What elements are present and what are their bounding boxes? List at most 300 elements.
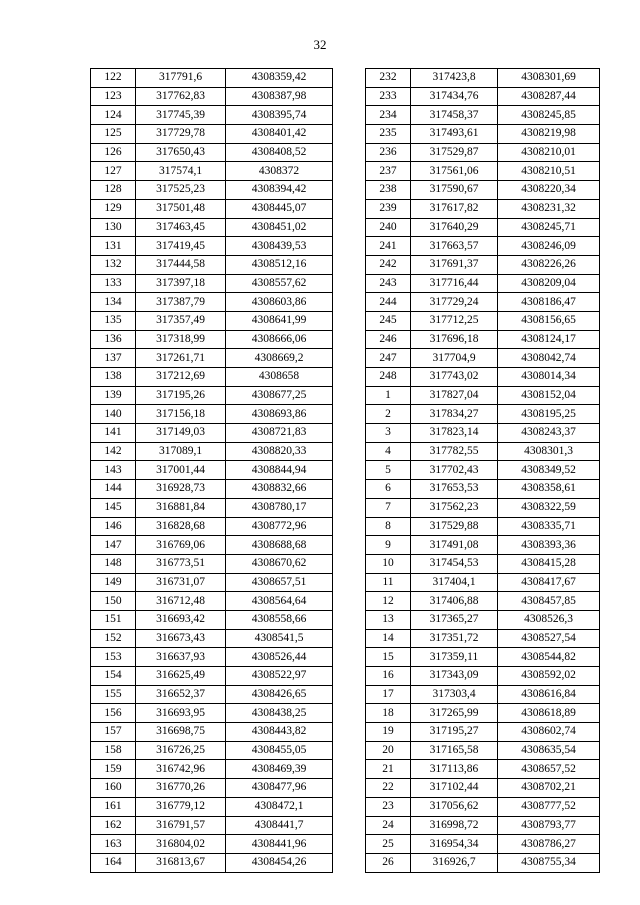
y-coordinate-cell: 4308526,3 xyxy=(498,610,600,629)
table-row xyxy=(366,835,600,854)
point-number-cell: 12 xyxy=(366,592,411,611)
x-coordinate-cell: 316804,02 xyxy=(136,835,226,854)
y-coordinate-cell: 4308359,42 xyxy=(226,69,333,88)
y-coordinate-cell: 4308231,32 xyxy=(498,199,600,218)
table-row xyxy=(366,704,600,723)
point-number-cell: 236 xyxy=(366,143,411,162)
table-row xyxy=(366,386,600,405)
x-coordinate-cell: 317365,27 xyxy=(411,610,498,629)
point-number-cell: 139 xyxy=(91,386,136,405)
table-row xyxy=(366,610,600,629)
x-coordinate-cell: 316926,7 xyxy=(411,853,498,872)
x-coordinate-cell: 316712,48 xyxy=(136,592,226,611)
x-coordinate-cell: 316673,43 xyxy=(136,629,226,648)
table-row xyxy=(91,237,333,256)
y-coordinate-cell: 4308641,99 xyxy=(226,311,333,330)
table-row xyxy=(91,461,333,480)
y-coordinate-cell: 4308693,86 xyxy=(226,405,333,424)
point-number-cell: 128 xyxy=(91,181,136,200)
table-row xyxy=(366,349,600,368)
x-coordinate-cell: 317165,58 xyxy=(411,741,498,760)
point-number-cell: 18 xyxy=(366,704,411,723)
y-coordinate-cell: 4308472,1 xyxy=(226,797,333,816)
point-number-cell: 157 xyxy=(91,723,136,742)
x-coordinate-cell: 317261,71 xyxy=(136,349,226,368)
coordinates-table-right xyxy=(365,68,600,873)
table-row xyxy=(91,368,333,387)
point-number-cell: 150 xyxy=(91,592,136,611)
point-number-cell: 19 xyxy=(366,723,411,742)
point-number-cell: 6 xyxy=(366,480,411,499)
table-row xyxy=(366,218,600,237)
x-coordinate-cell: 317357,49 xyxy=(136,311,226,330)
x-coordinate-cell: 316652,37 xyxy=(136,685,226,704)
point-number-cell: 156 xyxy=(91,704,136,723)
x-coordinate-cell: 317525,23 xyxy=(136,181,226,200)
x-coordinate-cell: 317716,44 xyxy=(411,274,498,293)
point-number-cell: 122 xyxy=(91,69,136,88)
table-row xyxy=(366,461,600,480)
x-coordinate-cell: 317419,45 xyxy=(136,237,226,256)
y-coordinate-cell: 4308658 xyxy=(226,368,333,387)
table-row xyxy=(366,723,600,742)
table-row xyxy=(366,405,600,424)
x-coordinate-cell: 317001,44 xyxy=(136,461,226,480)
table-row xyxy=(91,592,333,611)
point-number-cell: 3 xyxy=(366,424,411,443)
table-row xyxy=(366,87,600,106)
y-coordinate-cell: 4308721,83 xyxy=(226,424,333,443)
y-coordinate-cell: 4308152,04 xyxy=(498,386,600,405)
x-coordinate-cell: 316625,49 xyxy=(136,667,226,686)
table-row xyxy=(91,274,333,293)
table-row xyxy=(91,87,333,106)
point-number-cell: 237 xyxy=(366,162,411,181)
point-number-cell: 135 xyxy=(91,311,136,330)
x-coordinate-cell: 317351,72 xyxy=(411,629,498,648)
x-coordinate-cell: 316928,73 xyxy=(136,480,226,499)
x-coordinate-cell: 317056,62 xyxy=(411,797,498,816)
table-row xyxy=(366,797,600,816)
y-coordinate-cell: 4308209,04 xyxy=(498,274,600,293)
y-coordinate-cell: 4308322,59 xyxy=(498,498,600,517)
x-coordinate-cell: 317359,11 xyxy=(411,648,498,667)
x-coordinate-cell: 316770,26 xyxy=(136,779,226,798)
table-row xyxy=(366,573,600,592)
x-coordinate-cell: 317712,25 xyxy=(411,311,498,330)
y-coordinate-cell: 4308219,98 xyxy=(498,125,600,144)
x-coordinate-cell: 317823,14 xyxy=(411,424,498,443)
point-number-cell: 132 xyxy=(91,255,136,274)
table-row xyxy=(91,741,333,760)
x-coordinate-cell: 317102,44 xyxy=(411,779,498,798)
coordinates-table-right-body xyxy=(366,69,600,873)
table-row xyxy=(91,517,333,536)
table-row xyxy=(366,330,600,349)
y-coordinate-cell: 4308358,61 xyxy=(498,480,600,499)
point-number-cell: 241 xyxy=(366,237,411,256)
y-coordinate-cell: 4308287,44 xyxy=(498,87,600,106)
point-number-cell: 243 xyxy=(366,274,411,293)
table-row xyxy=(366,125,600,144)
point-number-cell: 16 xyxy=(366,667,411,686)
x-coordinate-cell: 317212,69 xyxy=(136,368,226,387)
x-coordinate-cell: 317406,88 xyxy=(411,592,498,611)
point-number-cell: 125 xyxy=(91,125,136,144)
x-coordinate-cell: 317529,88 xyxy=(411,517,498,536)
x-coordinate-cell: 316954,34 xyxy=(411,835,498,854)
y-coordinate-cell: 4308786,27 xyxy=(498,835,600,854)
x-coordinate-cell: 317704,9 xyxy=(411,349,498,368)
y-coordinate-cell: 4308702,21 xyxy=(498,779,600,798)
point-number-cell: 147 xyxy=(91,536,136,555)
point-number-cell: 9 xyxy=(366,536,411,555)
point-number-cell: 133 xyxy=(91,274,136,293)
y-coordinate-cell: 4308602,74 xyxy=(498,723,600,742)
x-coordinate-cell: 317444,58 xyxy=(136,255,226,274)
point-number-cell: 1 xyxy=(366,386,411,405)
table-row xyxy=(91,199,333,218)
point-number-cell: 26 xyxy=(366,853,411,872)
table-row xyxy=(91,293,333,312)
x-coordinate-cell: 317149,03 xyxy=(136,424,226,443)
point-number-cell: 124 xyxy=(91,106,136,125)
table-row xyxy=(366,760,600,779)
y-coordinate-cell: 4308394,42 xyxy=(226,181,333,200)
table-row xyxy=(366,536,600,555)
point-number-cell: 23 xyxy=(366,797,411,816)
x-coordinate-cell: 316769,06 xyxy=(136,536,226,555)
point-number-cell: 123 xyxy=(91,87,136,106)
y-coordinate-cell: 4308541,5 xyxy=(226,629,333,648)
y-coordinate-cell: 4308616,84 xyxy=(498,685,600,704)
table-row xyxy=(91,835,333,854)
table-row xyxy=(366,816,600,835)
point-number-cell: 127 xyxy=(91,162,136,181)
y-coordinate-cell: 4308210,51 xyxy=(498,162,600,181)
table-row xyxy=(366,480,600,499)
y-coordinate-cell: 4308220,34 xyxy=(498,181,600,200)
y-coordinate-cell: 4308618,89 xyxy=(498,704,600,723)
x-coordinate-cell: 317663,57 xyxy=(411,237,498,256)
table-row xyxy=(91,853,333,872)
table-row xyxy=(91,573,333,592)
y-coordinate-cell: 4308669,2 xyxy=(226,349,333,368)
x-coordinate-cell: 317702,43 xyxy=(411,461,498,480)
table-row xyxy=(91,480,333,499)
y-coordinate-cell: 4308527,54 xyxy=(498,629,600,648)
x-coordinate-cell: 317265,99 xyxy=(411,704,498,723)
x-coordinate-cell: 317650,43 xyxy=(136,143,226,162)
y-coordinate-cell: 4308793,77 xyxy=(498,816,600,835)
point-number-cell: 234 xyxy=(366,106,411,125)
y-coordinate-cell: 4308243,37 xyxy=(498,424,600,443)
table-row xyxy=(366,181,600,200)
x-coordinate-cell: 317491,08 xyxy=(411,536,498,555)
table-row xyxy=(366,442,600,461)
x-coordinate-cell: 317493,61 xyxy=(411,125,498,144)
y-coordinate-cell: 4308454,26 xyxy=(226,853,333,872)
y-coordinate-cell: 4308426,65 xyxy=(226,685,333,704)
point-number-cell: 162 xyxy=(91,816,136,835)
table-row xyxy=(366,293,600,312)
point-number-cell: 140 xyxy=(91,405,136,424)
table-row xyxy=(366,311,600,330)
y-coordinate-cell: 4308469,39 xyxy=(226,760,333,779)
y-coordinate-cell: 4308457,85 xyxy=(498,592,600,611)
y-coordinate-cell: 4308592,02 xyxy=(498,667,600,686)
table-row xyxy=(366,424,600,443)
y-coordinate-cell: 4308820,33 xyxy=(226,442,333,461)
coordinates-table-left-body xyxy=(91,69,333,873)
y-coordinate-cell: 4308349,52 xyxy=(498,461,600,480)
point-number-cell: 14 xyxy=(366,629,411,648)
table-row xyxy=(91,610,333,629)
table-row xyxy=(91,311,333,330)
x-coordinate-cell: 317463,45 xyxy=(136,218,226,237)
point-number-cell: 126 xyxy=(91,143,136,162)
x-coordinate-cell: 317089,1 xyxy=(136,442,226,461)
y-coordinate-cell: 4308526,44 xyxy=(226,648,333,667)
point-number-cell: 136 xyxy=(91,330,136,349)
point-number-cell: 240 xyxy=(366,218,411,237)
table-row xyxy=(91,797,333,816)
x-coordinate-cell: 317387,79 xyxy=(136,293,226,312)
table-row xyxy=(91,69,333,88)
table-row xyxy=(366,69,600,88)
table-row xyxy=(91,424,333,443)
point-number-cell: 244 xyxy=(366,293,411,312)
point-number-cell: 238 xyxy=(366,181,411,200)
table-row xyxy=(91,125,333,144)
y-coordinate-cell: 4308372 xyxy=(226,162,333,181)
point-number-cell: 242 xyxy=(366,255,411,274)
point-number-cell: 17 xyxy=(366,685,411,704)
y-coordinate-cell: 4308558,66 xyxy=(226,610,333,629)
y-coordinate-cell: 4308226,26 xyxy=(498,255,600,274)
y-coordinate-cell: 4308512,16 xyxy=(226,255,333,274)
x-coordinate-cell: 317318,99 xyxy=(136,330,226,349)
y-coordinate-cell: 4308156,65 xyxy=(498,311,600,330)
x-coordinate-cell: 317195,27 xyxy=(411,723,498,742)
point-number-cell: 15 xyxy=(366,648,411,667)
point-number-cell: 145 xyxy=(91,498,136,517)
x-coordinate-cell: 317640,29 xyxy=(411,218,498,237)
x-coordinate-cell: 317458,37 xyxy=(411,106,498,125)
y-coordinate-cell: 4308755,34 xyxy=(498,853,600,872)
point-number-cell: 163 xyxy=(91,835,136,854)
table-row xyxy=(91,779,333,798)
y-coordinate-cell: 4308245,85 xyxy=(498,106,600,125)
table-row xyxy=(91,162,333,181)
y-coordinate-cell: 4308124,17 xyxy=(498,330,600,349)
table-row xyxy=(366,255,600,274)
y-coordinate-cell: 4308014,34 xyxy=(498,368,600,387)
point-number-cell: 239 xyxy=(366,199,411,218)
table-row xyxy=(366,648,600,667)
x-coordinate-cell: 317617,82 xyxy=(411,199,498,218)
point-number-cell: 5 xyxy=(366,461,411,480)
point-number-cell: 134 xyxy=(91,293,136,312)
y-coordinate-cell: 4308772,96 xyxy=(226,517,333,536)
y-coordinate-cell: 4308544,82 xyxy=(498,648,600,667)
point-number-cell: 4 xyxy=(366,442,411,461)
y-coordinate-cell: 4308210,01 xyxy=(498,143,600,162)
table-row xyxy=(366,274,600,293)
x-coordinate-cell: 317762,83 xyxy=(136,87,226,106)
y-coordinate-cell: 4308441,7 xyxy=(226,816,333,835)
table-row xyxy=(91,648,333,667)
point-number-cell: 20 xyxy=(366,741,411,760)
point-number-cell: 143 xyxy=(91,461,136,480)
table-row xyxy=(91,255,333,274)
x-coordinate-cell: 316698,75 xyxy=(136,723,226,742)
point-number-cell: 10 xyxy=(366,554,411,573)
y-coordinate-cell: 4308657,52 xyxy=(498,760,600,779)
point-number-cell: 164 xyxy=(91,853,136,872)
x-coordinate-cell: 317404,1 xyxy=(411,573,498,592)
point-number-cell: 24 xyxy=(366,816,411,835)
x-coordinate-cell: 317529,87 xyxy=(411,143,498,162)
y-coordinate-cell: 4308777,52 xyxy=(498,797,600,816)
x-coordinate-cell: 316742,96 xyxy=(136,760,226,779)
x-coordinate-cell: 317791,6 xyxy=(136,69,226,88)
x-coordinate-cell: 316813,67 xyxy=(136,853,226,872)
table-row xyxy=(366,106,600,125)
point-number-cell: 141 xyxy=(91,424,136,443)
x-coordinate-cell: 316791,57 xyxy=(136,816,226,835)
y-coordinate-cell: 4308387,98 xyxy=(226,87,333,106)
table-row xyxy=(91,405,333,424)
x-coordinate-cell: 317434,76 xyxy=(411,87,498,106)
point-number-cell: 7 xyxy=(366,498,411,517)
point-number-cell: 21 xyxy=(366,760,411,779)
point-number-cell: 142 xyxy=(91,442,136,461)
x-coordinate-cell: 317729,24 xyxy=(411,293,498,312)
point-number-cell: 154 xyxy=(91,667,136,686)
x-coordinate-cell: 317397,18 xyxy=(136,274,226,293)
x-coordinate-cell: 317423,8 xyxy=(411,69,498,88)
point-number-cell: 129 xyxy=(91,199,136,218)
x-coordinate-cell: 317782,55 xyxy=(411,442,498,461)
x-coordinate-cell: 317561,06 xyxy=(411,162,498,181)
y-coordinate-cell: 4308522,97 xyxy=(226,667,333,686)
x-coordinate-cell: 316693,42 xyxy=(136,610,226,629)
table-row xyxy=(366,667,600,686)
point-number-cell: 138 xyxy=(91,368,136,387)
y-coordinate-cell: 4308438,25 xyxy=(226,704,333,723)
table-row xyxy=(366,498,600,517)
point-number-cell: 246 xyxy=(366,330,411,349)
table-row xyxy=(91,704,333,723)
point-number-cell: 137 xyxy=(91,349,136,368)
y-coordinate-cell: 4308439,53 xyxy=(226,237,333,256)
coordinates-table-left xyxy=(90,68,333,873)
page-number: 32 xyxy=(313,37,327,52)
table-row xyxy=(366,554,600,573)
y-coordinate-cell: 4308832,66 xyxy=(226,480,333,499)
table-row xyxy=(366,592,600,611)
x-coordinate-cell: 316731,07 xyxy=(136,573,226,592)
x-coordinate-cell: 317745,39 xyxy=(136,106,226,125)
x-coordinate-cell: 316881,84 xyxy=(136,498,226,517)
y-coordinate-cell: 4308445,07 xyxy=(226,199,333,218)
point-number-cell: 233 xyxy=(366,87,411,106)
y-coordinate-cell: 4308477,96 xyxy=(226,779,333,798)
table-row xyxy=(91,536,333,555)
x-coordinate-cell: 317590,67 xyxy=(411,181,498,200)
table-row xyxy=(366,517,600,536)
x-coordinate-cell: 317653,53 xyxy=(411,480,498,499)
y-coordinate-cell: 4308335,71 xyxy=(498,517,600,536)
point-number-cell: 161 xyxy=(91,797,136,816)
point-number-cell: 25 xyxy=(366,835,411,854)
y-coordinate-cell: 4308688,68 xyxy=(226,536,333,555)
y-coordinate-cell: 4308635,54 xyxy=(498,741,600,760)
table-row xyxy=(366,629,600,648)
table-row xyxy=(91,760,333,779)
y-coordinate-cell: 4308451,02 xyxy=(226,218,333,237)
point-number-cell: 248 xyxy=(366,368,411,387)
point-number-cell: 247 xyxy=(366,349,411,368)
x-coordinate-cell: 316998,72 xyxy=(411,816,498,835)
x-coordinate-cell: 316828,68 xyxy=(136,517,226,536)
point-number-cell: 160 xyxy=(91,779,136,798)
point-number-cell: 149 xyxy=(91,573,136,592)
y-coordinate-cell: 4308415,28 xyxy=(498,554,600,573)
table-row xyxy=(91,349,333,368)
point-number-cell: 131 xyxy=(91,237,136,256)
point-number-cell: 235 xyxy=(366,125,411,144)
table-row xyxy=(366,779,600,798)
point-number-cell: 159 xyxy=(91,760,136,779)
point-number-cell: 158 xyxy=(91,741,136,760)
x-coordinate-cell: 316773,51 xyxy=(136,554,226,573)
point-number-cell: 22 xyxy=(366,779,411,798)
y-coordinate-cell: 4308441,96 xyxy=(226,835,333,854)
table-row xyxy=(91,816,333,835)
x-coordinate-cell: 317113,86 xyxy=(411,760,498,779)
y-coordinate-cell: 4308245,71 xyxy=(498,218,600,237)
x-coordinate-cell: 317834,27 xyxy=(411,405,498,424)
point-number-cell: 232 xyxy=(366,69,411,88)
table-row xyxy=(366,162,600,181)
table-row xyxy=(366,143,600,162)
table-row xyxy=(91,667,333,686)
x-coordinate-cell: 316637,93 xyxy=(136,648,226,667)
point-number-cell: 11 xyxy=(366,573,411,592)
table-row xyxy=(91,629,333,648)
x-coordinate-cell: 317156,18 xyxy=(136,405,226,424)
point-number-cell: 155 xyxy=(91,685,136,704)
table-row xyxy=(91,143,333,162)
y-coordinate-cell: 4308666,06 xyxy=(226,330,333,349)
point-number-cell: 148 xyxy=(91,554,136,573)
table-row xyxy=(91,106,333,125)
table-row xyxy=(366,853,600,872)
x-coordinate-cell: 316693,95 xyxy=(136,704,226,723)
table-row xyxy=(91,442,333,461)
table-row xyxy=(91,554,333,573)
table-row xyxy=(91,218,333,237)
y-coordinate-cell: 4308186,47 xyxy=(498,293,600,312)
y-coordinate-cell: 4308195,25 xyxy=(498,405,600,424)
y-coordinate-cell: 4308042,74 xyxy=(498,349,600,368)
x-coordinate-cell: 317562,23 xyxy=(411,498,498,517)
x-coordinate-cell: 317195,26 xyxy=(136,386,226,405)
y-coordinate-cell: 4308443,82 xyxy=(226,723,333,742)
table-row xyxy=(366,685,600,704)
